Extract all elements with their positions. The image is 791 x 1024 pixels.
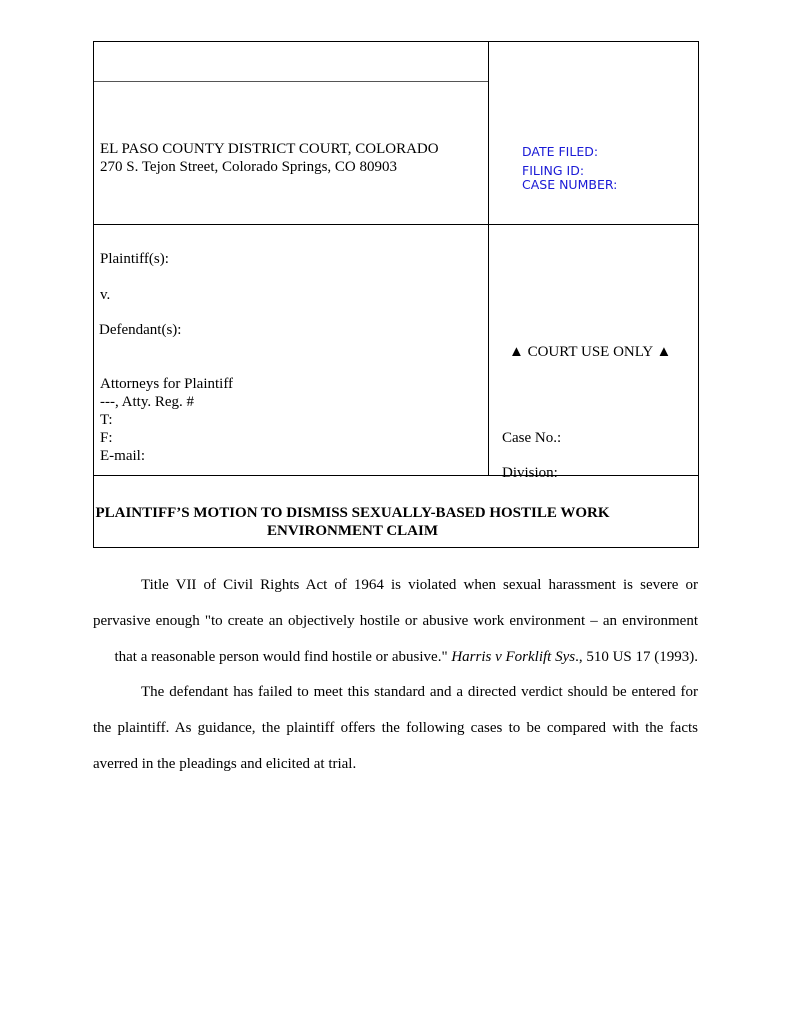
paragraph-2-line-1: The defendant has failed to meet this standard and a directed verdict should be entered for: [141, 684, 698, 700]
caption-right-border: [698, 41, 699, 548]
date-filed-label: DATE FILED:: [522, 144, 599, 159]
attorney-email-label: E-mail:: [100, 448, 145, 464]
paragraph-1-line-1: Title VII of Civil Rights Act of 1964 is violated when sexual harassment is severe or: [141, 577, 698, 593]
caption-column-divider: [488, 41, 489, 476]
case-no-label: Case No.:: [502, 430, 562, 446]
paragraph-1: [93, 567, 698, 675]
attorney-heading: Attorneys for Plaintiff: [100, 376, 234, 392]
document-title-line-1: PLAINTIFF’S MOTION TO DISMISS SEXUALLY-BASED HOSTILE WORK: [95, 505, 610, 521]
paragraph-1-line-2: pervasive enough "to create an objectively hostile or abusive work environment – an environment: [93, 613, 698, 629]
defendant-label: Defendant(s):: [99, 322, 182, 338]
court-address: 270 S. Tejon Street, Colorado Springs, CO 80903: [100, 159, 398, 175]
paragraph-1-line-3-text: that a reasonable person would find hostile or abusive.": [114, 649, 448, 665]
caption-title-divider: [93, 475, 699, 476]
court-name: EL PASO COUNTY DISTRICT COURT, COLORADO: [100, 141, 439, 157]
document-title-line-2: ENVIRONMENT CLAIM: [267, 523, 438, 539]
case-citation-name: Harris v Forklift Sys: [451, 649, 576, 665]
caption-bottom-border: [93, 547, 699, 548]
case-number-label: CASE NUMBER:: [522, 177, 618, 192]
attorney-registration: ---, Atty. Reg. #: [100, 394, 195, 410]
paragraph-2-line-2: the plaintiff. As guidance, the plaintiff offers the following cases to be compared with the facts: [93, 720, 698, 736]
case-citation-reference: ., 510 US 17 (1993).: [575, 649, 698, 665]
caption-left-border: [93, 41, 94, 548]
attorney-fax-label: F:: [100, 430, 113, 446]
versus-label: v.: [100, 287, 111, 303]
caption-court-divider: [93, 224, 699, 225]
paragraph-2-line-3: averred in the pleadings and elicited at trial.: [93, 756, 357, 772]
caption-top-border: [93, 41, 699, 42]
paragraph-1-line-3: [93, 639, 698, 675]
court-use-only: ▲ COURT USE ONLY ▲: [509, 344, 672, 360]
paragraph-2: [93, 674, 698, 782]
division-label: Division:: [502, 465, 558, 481]
attorney-phone-label: T:: [100, 412, 113, 428]
filing-id-label: FILING ID:: [522, 163, 585, 178]
plaintiff-label: Plaintiff(s):: [100, 251, 169, 267]
caption-inner-top-divider: [93, 81, 489, 82]
